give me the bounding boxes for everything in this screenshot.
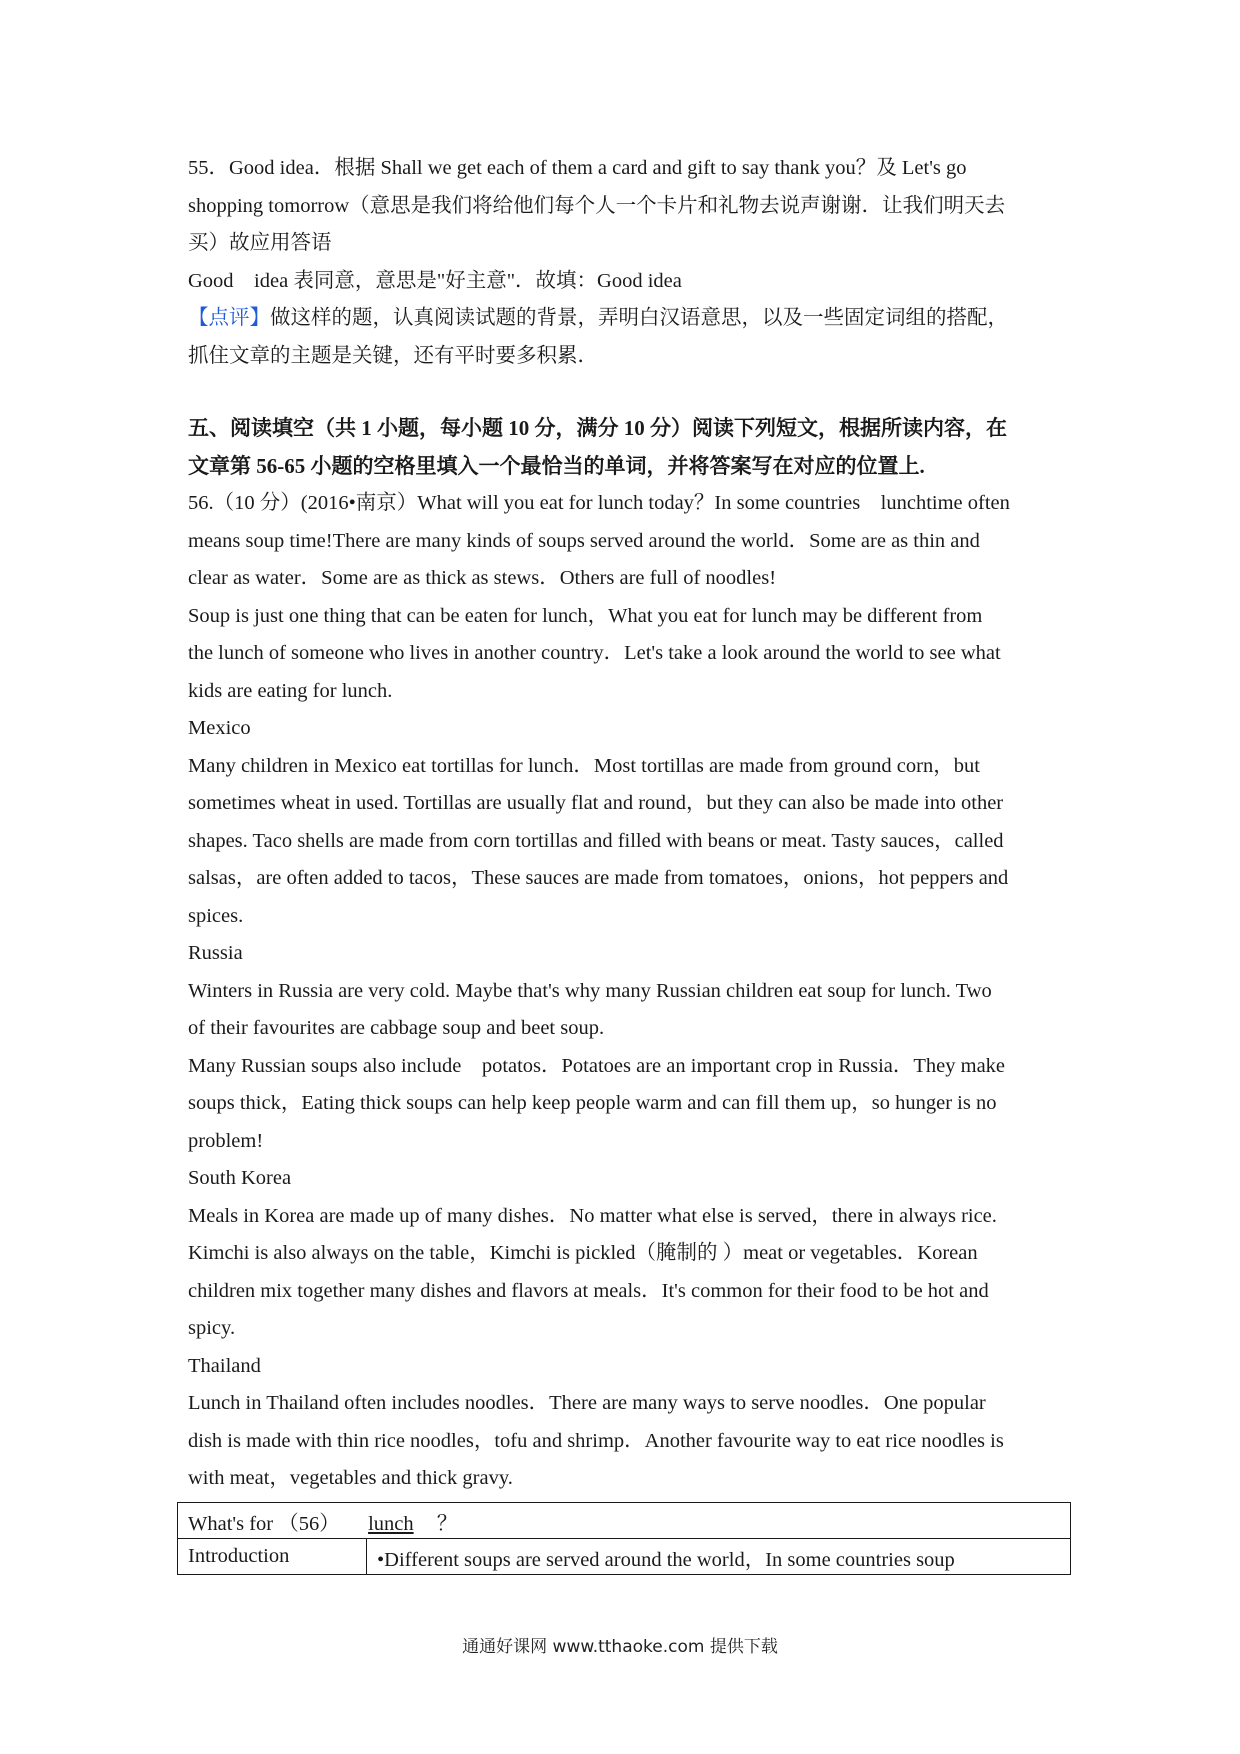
comment-text: 做这样的题，认真阅读试题的背景，弄明白汉语意思，以及一些固定词组的搭配， [270, 307, 1008, 329]
section-title-mexico: Mexico [188, 717, 251, 739]
passage-line: the lunch of someone who lives in another country．Let's take a look around the world to see what [188, 642, 1001, 664]
passage-line: Many children in Mexico eat tortillas for lunch．Most tortillas are made from ground corn，but [188, 754, 980, 777]
passage-line: problem! [188, 1129, 264, 1152]
section-title-south-korea: South Korea [188, 1167, 292, 1189]
summary-table [177, 1502, 1071, 1575]
passage-line: Many Russian soups also include potatos．Potatoes are an important crop in Russia．They make [188, 1054, 1006, 1077]
passage-line: of their favourites are cabbage soup and beet soup. [188, 1017, 605, 1039]
comment-line [188, 300, 1060, 338]
spacer [188, 375, 1060, 410]
row-content: •Different soups are served around the world，In some countries soup [367, 1539, 1071, 1575]
passage-line: kids are eating for lunch. [188, 679, 393, 702]
passage-line: Lunch in Thailand often includes noodles．There are many ways to serve noodles．One popular [188, 1392, 986, 1414]
passage-line: Kimchi is also always on the table，Kimchi is pickled（腌制的 ）meat or vegetables．Korean [188, 1242, 978, 1264]
passage-line: Meals in Korea are made up of many dishes．No matter what else is served，there in always rice. [188, 1204, 997, 1227]
answer-55 [188, 150, 1060, 375]
section-five-heading [188, 410, 1060, 485]
passage-line: soups thick，Eating thick soups can help keep people warm and can fill them up，so hunger is no [188, 1092, 997, 1114]
text-line: 买）故应用答语 [188, 232, 332, 254]
table-title-row [178, 1503, 1071, 1539]
passage-line: Winters in Russia are very cold. Maybe that's why many Russian children eat soup for lunch. Two [188, 979, 992, 1002]
passage-line: spices. [188, 904, 244, 927]
passage-line: spicy. [188, 1317, 236, 1339]
table-row [178, 1539, 1071, 1575]
table-title-cell [178, 1503, 1071, 1539]
section-title-thailand: Thailand [188, 1354, 261, 1377]
comment-tag: 【点评】 [188, 307, 270, 329]
comment-line: 抓住文章的主题是关键，还有平时要多积累． [188, 344, 598, 367]
passage-line: dish is made with thin rice noodles，tofu and shrimp．Another favourite way to eat rice noodles is [188, 1429, 1004, 1452]
text-line: shopping tomorrow（意思是我们将给他们每个人一个卡片和礼物去说声谢谢．让我们明天去 [188, 194, 1006, 217]
passage-line: children mix together many dishes and flavors at meals．It's common for their food to be hot and [188, 1279, 989, 1302]
text-line: Good idea 表同意，意思是"好主意"．故填：Good idea [188, 269, 682, 292]
text-line: 55．Good idea．根据 Shall we get each of them a card and gift to say thank you？及 Let's go [188, 157, 967, 179]
passage-line: shapes. Taco shells are made from corn tortillas and filled with beans or meat. Tasty sauces，called [188, 829, 1004, 852]
passage-line: sometimes wheat in used. Tortillas are usually flat and round，but they can also be made into other [188, 792, 1004, 814]
passage [188, 485, 1060, 1498]
passage-line: clear as water．Some are as thick as stews．Others are full of noodles! [188, 567, 777, 589]
row-label: Introduction [178, 1539, 367, 1575]
passage-line: means soup time!There are many kinds of soups served around the world．Some are as thin and [188, 529, 980, 552]
passage-line: 56.（10 分）(2016•南京）What will you eat for lunch today？In some countries lunchtime often [188, 492, 1010, 514]
passage-line: with meat，vegetables and thick gravy. [188, 1467, 513, 1489]
answer-blank-56: lunch [368, 1512, 414, 1535]
heading-line: 五、阅读填空（共 1 小题，每小题 10 分，满分 10 分）阅读下列短文，根据所读内容，在 [188, 416, 1007, 440]
page-footer: 通通好课网 www.tthaoke.com 提供下载 [462, 1637, 778, 1657]
page-content [188, 150, 1060, 1498]
passage-line: salsas，are often added to tacos，These sauces are made from tomatoes，onions，hot peppers and [188, 867, 1009, 889]
section-title-russia: Russia [188, 942, 243, 964]
passage-line: Soup is just one thing that can be eaten for lunch，What you eat for lunch may be different from [188, 604, 983, 627]
title-prefix: What's for （56） [188, 1512, 340, 1535]
heading-line: 文章第 56-65 小题的空格里填入一个最恰当的单词，并将答案写在对应的位置上. [188, 453, 925, 478]
title-suffix: ？ [436, 1512, 458, 1535]
